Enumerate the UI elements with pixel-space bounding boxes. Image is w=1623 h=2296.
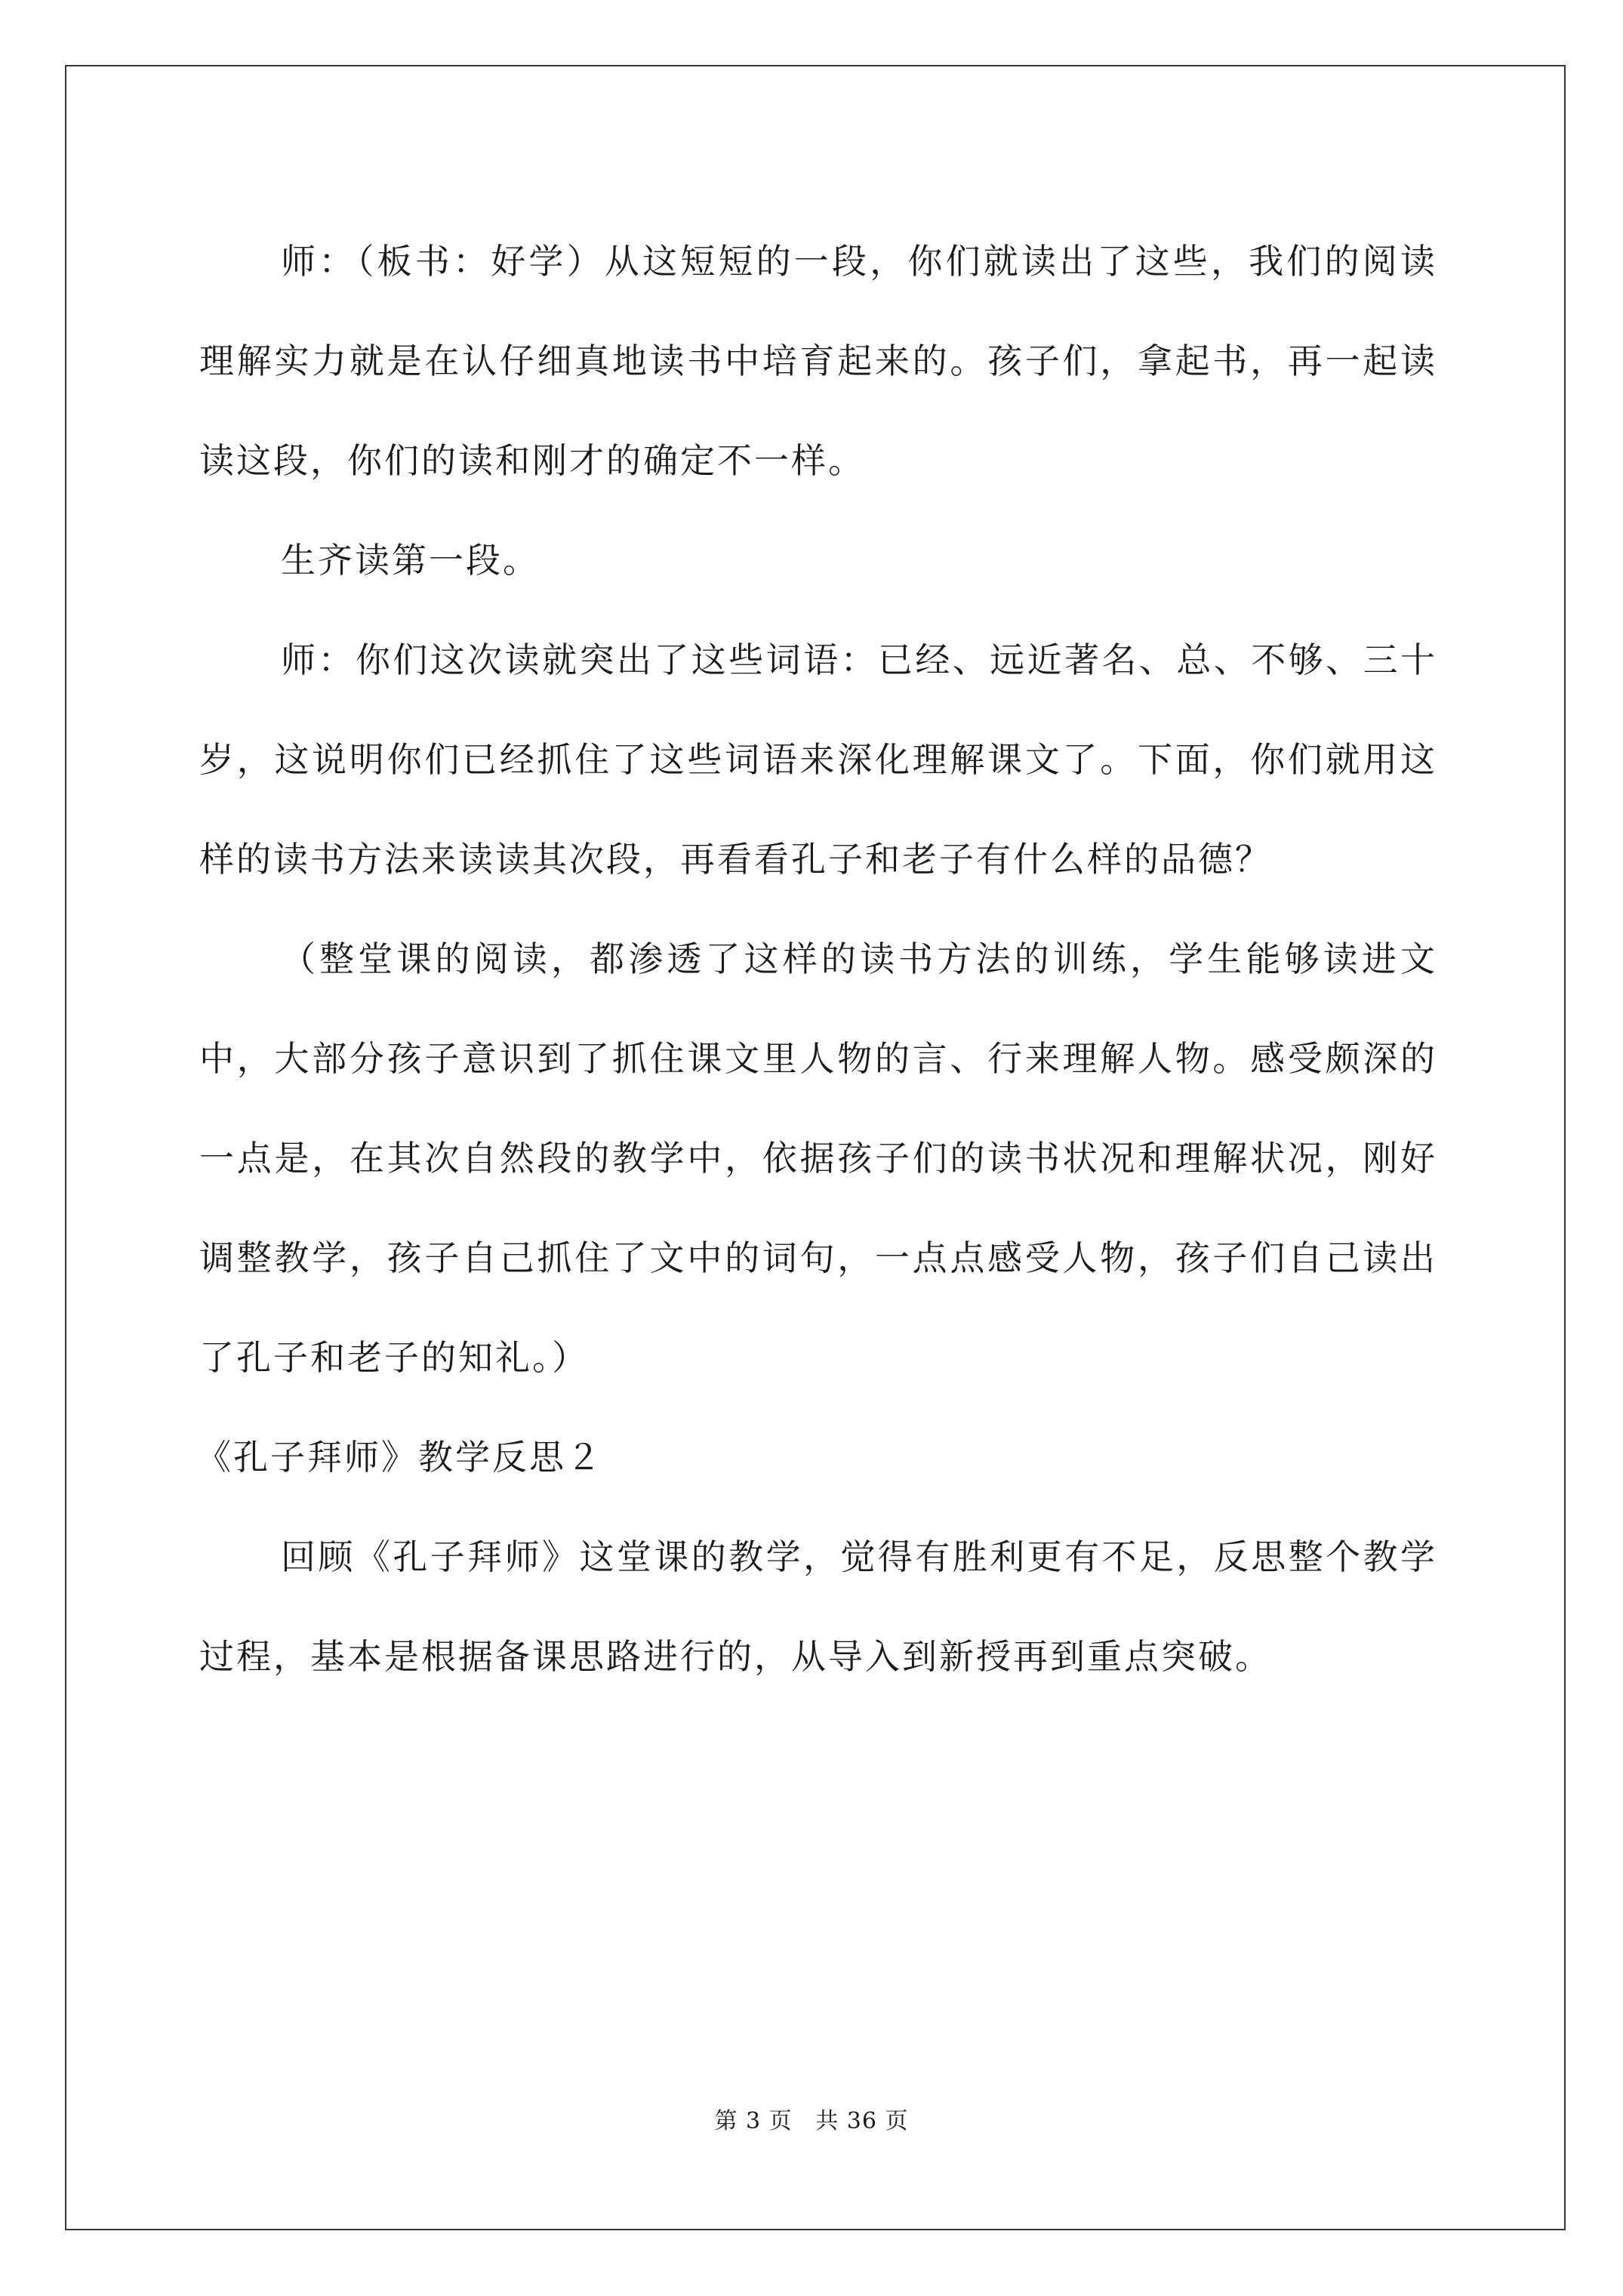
document-body [196, 211, 1437, 1706]
paragraph-3: 师：你们这次读就突出了这些词语：已经、远近著名、总、不够、三十岁，这说明你们已经抓住了这些词语来深化理解课文了。下面，你们就用这样的读书方法来读读其次段，再看看孔子和老子有什么样的品德？ [199, 639, 1437, 880]
page-number-current: 第 3 页 [714, 2108, 793, 2134]
page-number-total: 共 36 页 [815, 2108, 909, 2134]
section-heading: 《孔子拜师》教学反思２ [196, 1437, 603, 1478]
paragraph-2: 生齐读第一段。 [281, 540, 540, 581]
paragraph-4: （整堂课的阅读，都渗透了这样的读书方法的训练，学生能够读进文中，大部分孩子意识到了抓住课文里人物的言、行来理解人物。感受颇深的一点是，在其次自然段的教学中，依据孩子们的读书状况和理解状况，刚好调整教学，孩子自己抓住了文中的词句，一点点感受人物，孩子们自己读出了孔子和老子的知礼。） [199, 938, 1437, 1378]
paragraph-5: 回顾《孔子拜师》这堂课的教学，觉得有胜利更有不足，反思整个教学过程，基本是根据备课思路进行的，从导入到新授再到重点突破。 [199, 1536, 1437, 1677]
paragraph-1: 师：（板书：好学）从这短短的一段，你们就读出了这些，我们的阅读理解实力就是在认仔细真地读书中培育起来的。孩子们，拿起书，再一起读读这段，你们的读和刚才的确定不一样。 [199, 241, 1437, 481]
page-footer [0, 2102, 1623, 2135]
